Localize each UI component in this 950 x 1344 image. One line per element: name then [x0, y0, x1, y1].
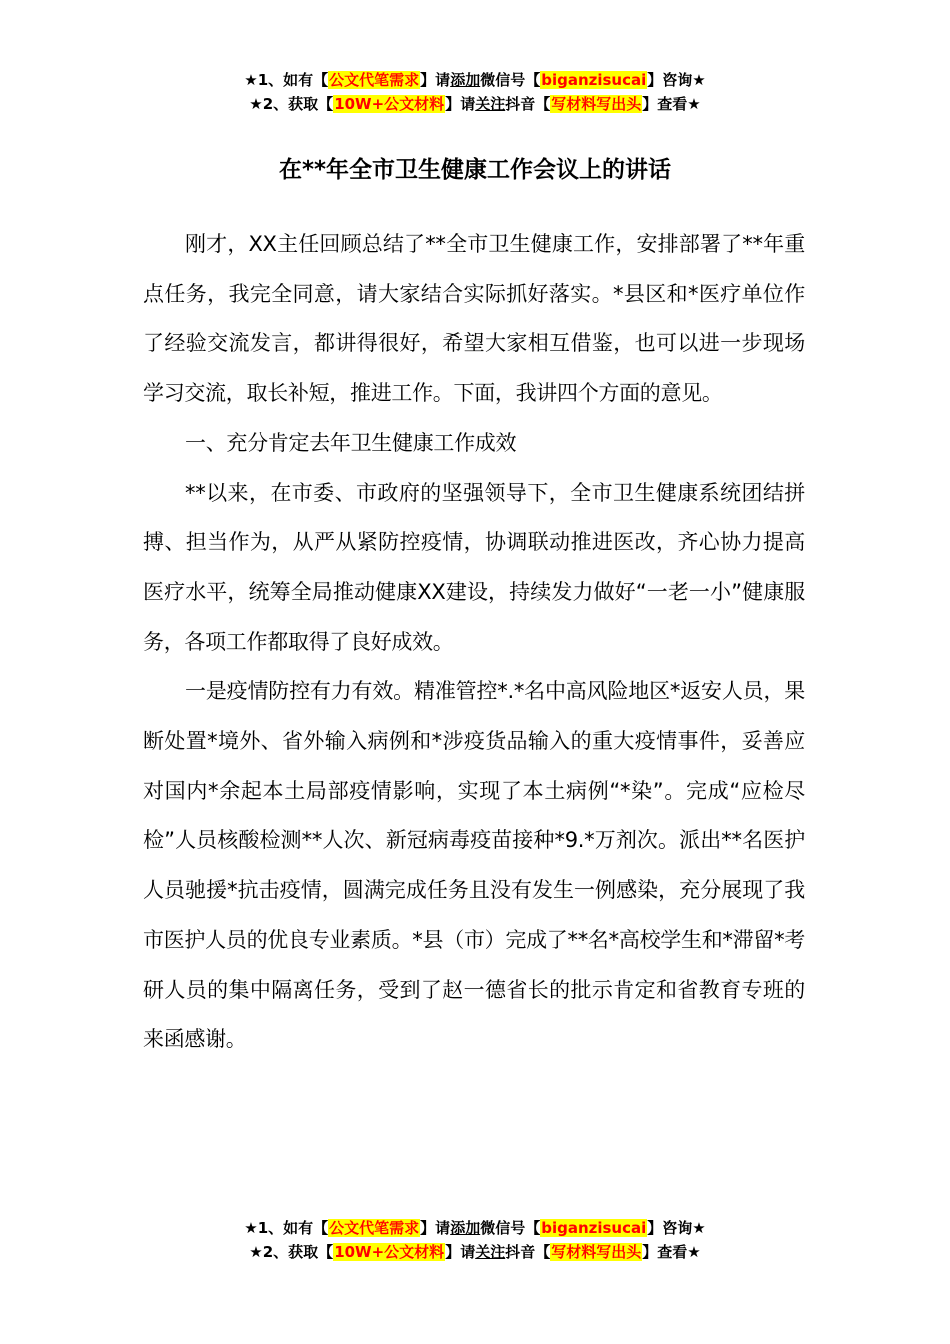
section-heading-1: 一、充分肯定去年卫生健康工作成效 — [185, 430, 517, 455]
banner-highlight-wechat-id: biganzisucai — [541, 71, 647, 89]
document-title: 在**年全市卫生健康工作会议上的讲话 — [278, 157, 672, 183]
banner-line-1: ★1、如有【公文代笔需求】请添加微信号【biganzisucai】咨询★ — [244, 71, 706, 89]
banner-highlight-douyin: 写材料写出头 — [551, 1243, 642, 1261]
footer-banner — [0, 1216, 950, 1264]
banner-line-2: ★2、获取【10W+公文材料】请关注抖音【写材料写出头】查看★ — [249, 1243, 701, 1261]
banner-highlight-wechat-id: biganzisucai — [541, 1219, 647, 1237]
banner-highlight-service: 公文代笔需求 — [329, 71, 420, 89]
header-banner — [0, 68, 950, 116]
banner-highlight-douyin: 写材料写出头 — [551, 95, 642, 113]
banner-underline-add: 添加 — [450, 1219, 481, 1237]
banner-underline-add: 添加 — [450, 71, 481, 89]
document-body — [143, 220, 805, 1065]
paragraph-overview: **以来，在市委、市政府的坚强领导下，全市卫生健康系统团结拼搏、担当作为，从严从紧防控疫情，协调联动推进医改，齐心协力提高医疗水平，统筹全局推动健康XX建设，持续发力做好“一老一小”健康服务，各项工作都取得了良好成效。 — [143, 480, 805, 654]
paragraph-epidemic-control: 一是疫情防控有力有效。精准管控*.*名中高风险地区*返安人员，果断处置*境外、省外输入病例和*涉疫货品输入的重大疫情事件，妥善应对国内*余起本土局部疫情影响，实现了本土病例“*染”。完成“应检尽检”人员核酸检测**人次、新冠病毒疫苗接种*9.*万剂次。派出**名医护人员驰援*抗击疫情，圆满完成任务且没有发生一例感染，充分展现了我市医护人员的优良专业素质。*县（市）完成了**名*高校学生和*滞留*考研人员的集中隔离任务，受到了赵一德省长的批示肯定和省教育专班的来函感谢。 — [143, 679, 805, 1052]
banner-underline-follow: 关注 — [475, 1243, 506, 1261]
banner-underline-follow: 关注 — [475, 95, 506, 113]
banner-highlight-materials: 10W+公文材料 — [334, 1243, 445, 1261]
banner-highlight-materials: 10W+公文材料 — [334, 95, 445, 113]
banner-line-1: ★1、如有【公文代笔需求】请添加微信号【biganzisucai】咨询★ — [244, 1219, 706, 1237]
banner-highlight-service: 公文代笔需求 — [329, 1219, 420, 1237]
paragraph-intro: 刚才，XX主任回顾总结了**全市卫生健康工作，安排部署了**年重点任务，我完全同意，请大家结合实际抓好落实。*县区和*医疗单位作了经验交流发言，都讲得很好，希望大家相互借鉴，也可以进一步现场学习交流，取长补短，推进工作。下面，我讲四个方面的意见。 — [143, 232, 805, 406]
banner-line-2: ★2、获取【10W+公文材料】请关注抖音【写材料写出头】查看★ — [249, 95, 701, 113]
